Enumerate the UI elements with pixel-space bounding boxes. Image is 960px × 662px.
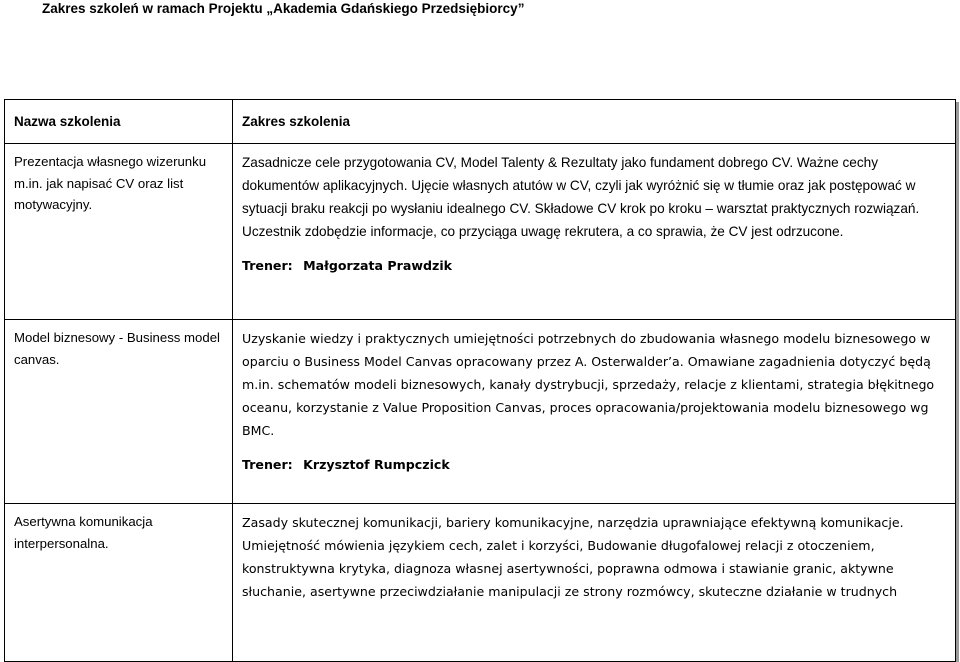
document-title: Zakres szkoleń w ramach Projektu „Akademia Gdańskiego Przedsiębiorcy” bbox=[42, 1, 525, 16]
trainer-line bbox=[242, 254, 947, 277]
courses-table-wrapper bbox=[4, 99, 960, 659]
trainer-line bbox=[242, 453, 947, 476]
course-name-cell bbox=[5, 504, 233, 662]
trainer-label: Trener: bbox=[242, 258, 293, 274]
course-name: Prezentacja własnego wizerunku m.in. jak napisać CV oraz list motywacyjny. bbox=[14, 154, 207, 212]
course-name-cell bbox=[5, 144, 233, 320]
course-description: Zasady skutecznej komunikacji, bariery komunikacyjne, narzędzia uprawniające efektywną komunikacje. Umiejętność mówienia językiem cech, zalet i korzyści, Budowanie długofalowej relacji z otoczeniem, konstruktywna krytyka, diagnoza własnej asertywności, poprawna odmowa i stawianie granic, aktywne słuchanie, asertywne przeciwdziałanie manipulacji ze strony rozmówcy, skuteczne działanie w trudnych bbox=[242, 515, 904, 600]
trainer-name: Małgorzata Prawdzik bbox=[303, 258, 453, 274]
courses-table bbox=[4, 99, 956, 662]
table-header-row bbox=[5, 100, 956, 144]
table-row bbox=[5, 144, 956, 320]
course-scope-cell bbox=[233, 320, 956, 504]
course-description: Uzyskanie wiedzy i praktycznych umiejętności potrzebnych do zbudowania własnego modelu biznesowego w oparciu o Business Model Canvas opracowany przez A. Osterwalder’a. Omawiane zagadnienia dotyczyć będą m.in. schematów modeli biznesowych, kanały dystrybucji, sprzedaży, relacje z klientami, strategia błękitnego oceanu, korzystanie z Value Proposition Canvas, proces opracowania/projektowania modelu biznesowego wg BMC. bbox=[242, 331, 935, 439]
course-description: Zasadnicze cele przygotowania CV, Model Talenty & Rezultaty jako fundament dobrego CV. Ważne cechy dokumentów aplikacyjnych. Ujęcie własnych atutów w CV, czyli jak wyróżnić się w tłumie oraz jak postępować w sytuacji braku reakcji po wysłaniu idealnego CV. Składowe CV krok po kroku – warsztat praktycznych rozwiązań. Uczestnik zdobędzie informacje, co przyciąga uwagę rekrutera, a co sprawia, że CV jest odrzucone. bbox=[242, 155, 920, 240]
course-scope-cell bbox=[233, 504, 956, 662]
table-row bbox=[5, 504, 956, 662]
table-row bbox=[5, 320, 956, 504]
header-course-scope: Zakres szkolenia bbox=[233, 100, 956, 144]
trainer-label: Trener: bbox=[242, 457, 293, 473]
course-name-cell bbox=[5, 320, 233, 504]
trainer-name: Krzysztof Rumpczick bbox=[303, 457, 450, 473]
course-name: Asertywna komunikacja interpersonalna. bbox=[14, 514, 153, 551]
course-name: Model biznesowy - Business model canvas. bbox=[14, 330, 220, 367]
header-course-name: Nazwa szkolenia bbox=[5, 100, 233, 144]
course-scope-cell bbox=[233, 144, 956, 320]
